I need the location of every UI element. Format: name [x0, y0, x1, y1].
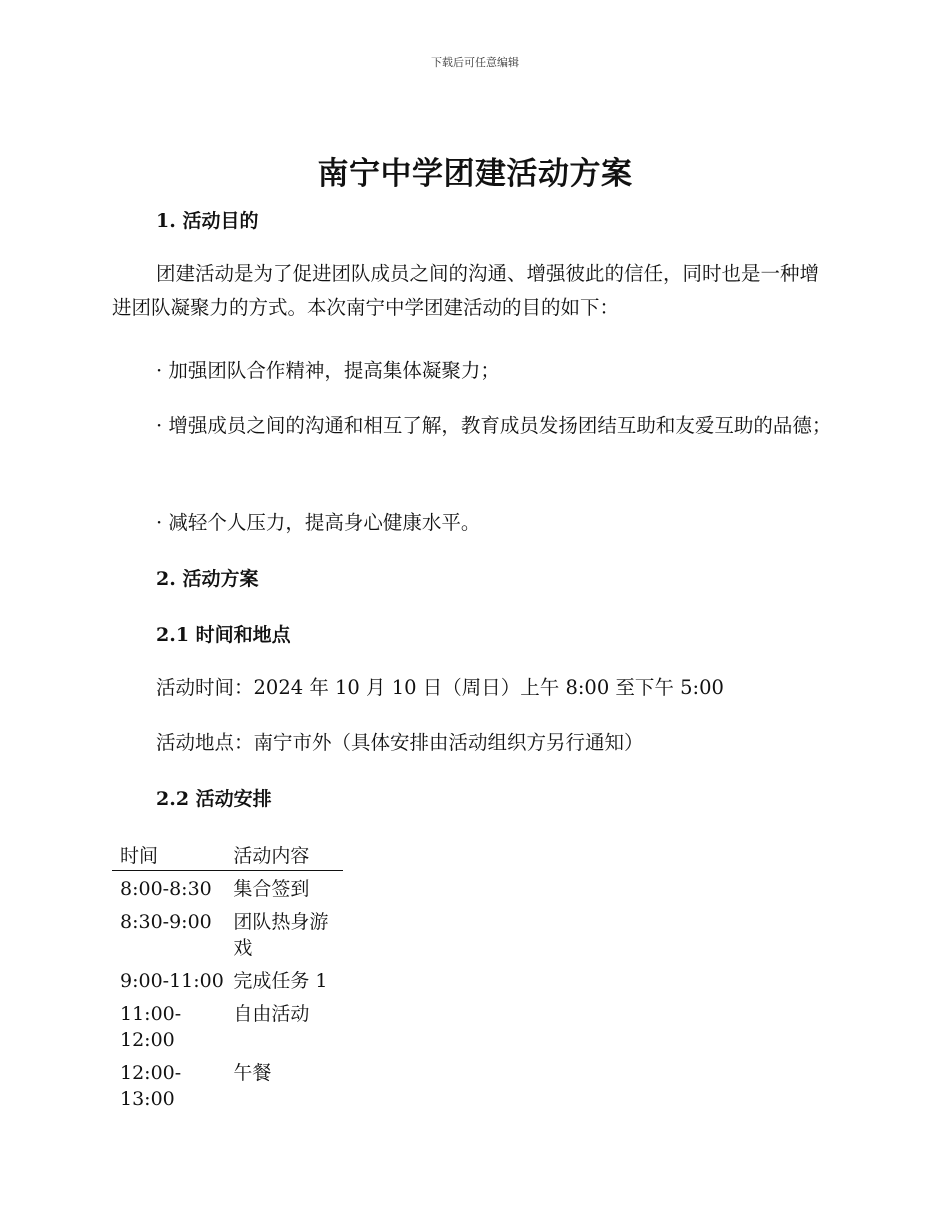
- subsection-heading-time-place: 2.1 时间和地点: [156, 624, 291, 646]
- schedule-table: [112, 838, 343, 1114]
- bullet-item: · 加强团队合作精神，提高集体凝聚力；: [156, 359, 500, 382]
- content-cell: 集合签到: [233, 878, 310, 900]
- time-cell: 8:30-9:00: [120, 911, 212, 933]
- bullet-item: · 增强成员之间的沟通和相互了解，教育成员发扬团结互助和友爱互助的品德；: [156, 414, 832, 437]
- column-header-content: 活动内容: [225, 838, 343, 871]
- subsection-heading-schedule: 2.2 活动安排: [156, 788, 272, 810]
- activity-place: 活动地点：南宁市外（具体安排由活动组织方另行通知）: [156, 731, 644, 754]
- content-cell: 团队热身游戏: [233, 911, 329, 959]
- column-header-time: 时间: [112, 838, 225, 871]
- section-heading-purpose: 1. 活动目的: [156, 210, 259, 232]
- time-cell: 8:00-8:30: [120, 878, 212, 900]
- table-row: [112, 996, 343, 1055]
- header-note: 下载后可任意编辑: [431, 56, 519, 69]
- table-row: [112, 904, 343, 963]
- content-cell: 自由活动: [233, 1003, 310, 1025]
- time-cell: 9:00-11:00: [120, 970, 224, 992]
- table-row: [112, 1055, 343, 1114]
- intro-paragraph: 团建活动是为了促进团队成员之间的沟通、增强彼此的信任，同时也是一种增进团队凝聚力的方式。本次南宁中学团建活动的目的如下：: [112, 262, 820, 319]
- table-row: [112, 871, 343, 905]
- time-cell: 11:00-12:00: [120, 1003, 182, 1051]
- activity-time: 活动时间：2024 年 10 月 10 日（周日）上午 8:00 至下午 5:00: [156, 676, 724, 699]
- section-heading-plan: 2. 活动方案: [156, 568, 259, 590]
- bullet-item: · 减轻个人压力，提高身心健康水平。: [156, 511, 481, 534]
- time-cell: 12:00-13:00: [120, 1062, 182, 1110]
- content-cell: 完成任务 1: [233, 970, 328, 992]
- page-title: 南宁中学团建活动方案: [317, 156, 633, 192]
- table-header-row: [112, 838, 343, 871]
- table-row: [112, 963, 343, 996]
- content-cell: 午餐: [233, 1062, 272, 1084]
